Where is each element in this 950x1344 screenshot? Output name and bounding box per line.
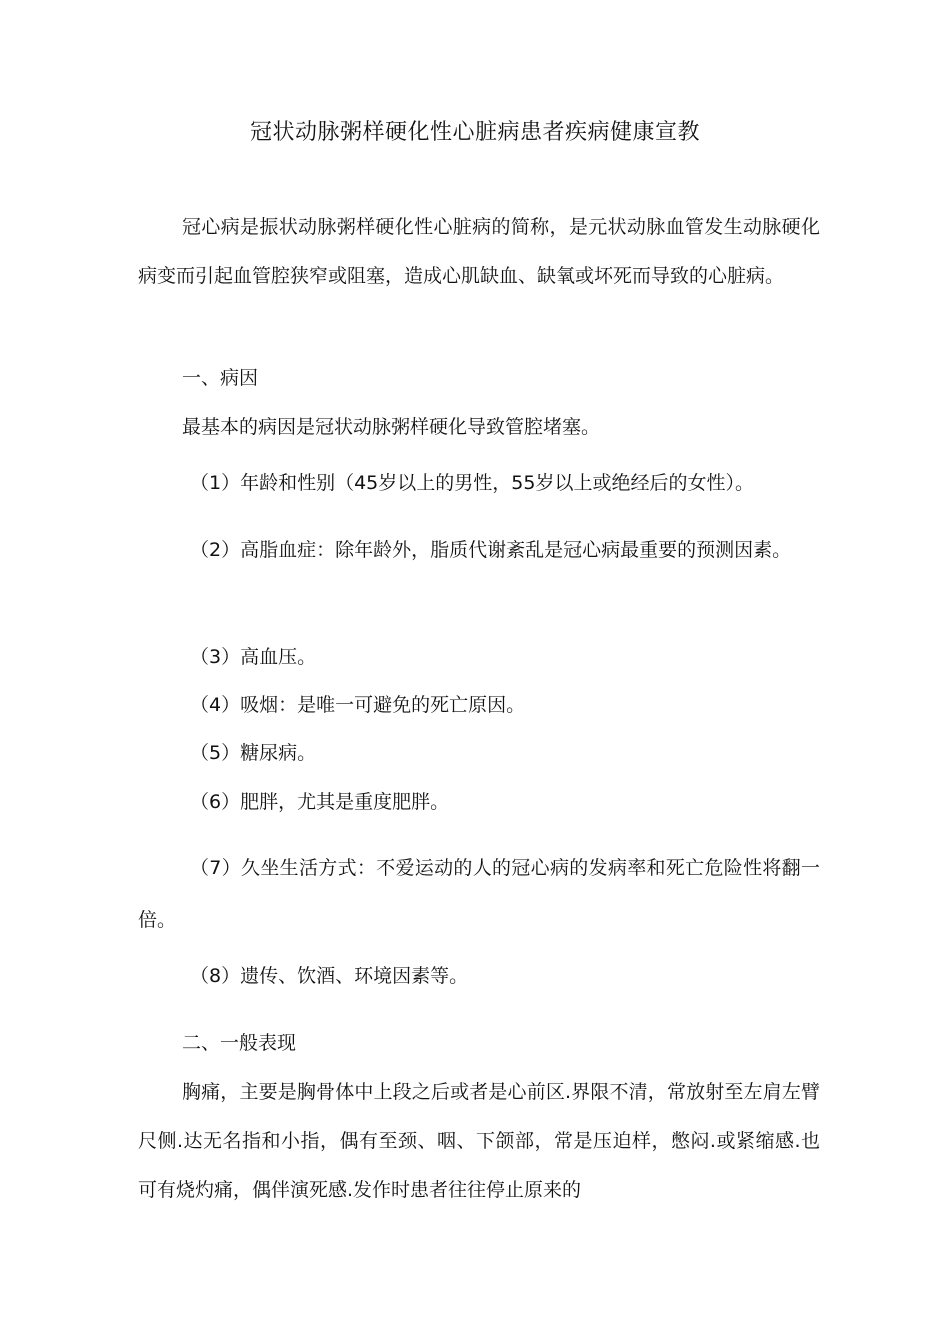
cause-item-5: （5）糖尿病。 (190, 742, 317, 764)
cause-item-6: （6）肥胖，尤其是重度肥胖。 (190, 791, 450, 813)
cause-item-4: （4）吸烟：是唯一可避免的死亡原因。 (190, 694, 526, 716)
cause-item-7: （7）久坐生活方式：不爱运动的人的冠心病的发病率和死亡危险性将翻一倍。 (138, 857, 820, 931)
symptoms-paragraph: 胸痛，主要是胸骨体中上段之后或者是心前区.界限不清，常放射至左肩左臂尺侧.达无名指和小指，偶有至颈、咽、下颌部，常是压迫样，憋闷.或紧缩感.也可有烧灼痛，偶伴演死感.发作时患者往往停止原来的 (138, 1081, 820, 1201)
section-heading-symptoms: 二、一般表现 (182, 1032, 297, 1054)
causes-lead-text: 最基本的病因是冠状动脉粥样硬化导致管腔堵塞。 (182, 416, 601, 438)
cause-item-8: （8）遗传、饮酒、环境因素等。 (190, 965, 469, 987)
cause-item-1: （1）年龄和性别（45岁以上的男性，55岁以上或绝经后的女性）。 (190, 472, 754, 494)
document-title: 冠状动脉粥样硬化性心脏病患者疾病健康宣教 (249, 120, 700, 145)
intro-paragraph: 冠心病是振状动脉粥样硬化性心脏病的简称，是元状动脉血管发生动脉硬化病变而引起血管腔狭窄或阻塞，造成心肌缺血、缺氧或坏死而导致的心脏病。 (138, 216, 820, 287)
section-heading-causes: 一、病因 (182, 367, 259, 389)
cause-item-2: （2）高脂血症：除年龄外，脂质代谢紊乱是冠心病最重要的预测因素。 (190, 539, 792, 561)
cause-item-3: （3）高血压。 (190, 646, 317, 668)
